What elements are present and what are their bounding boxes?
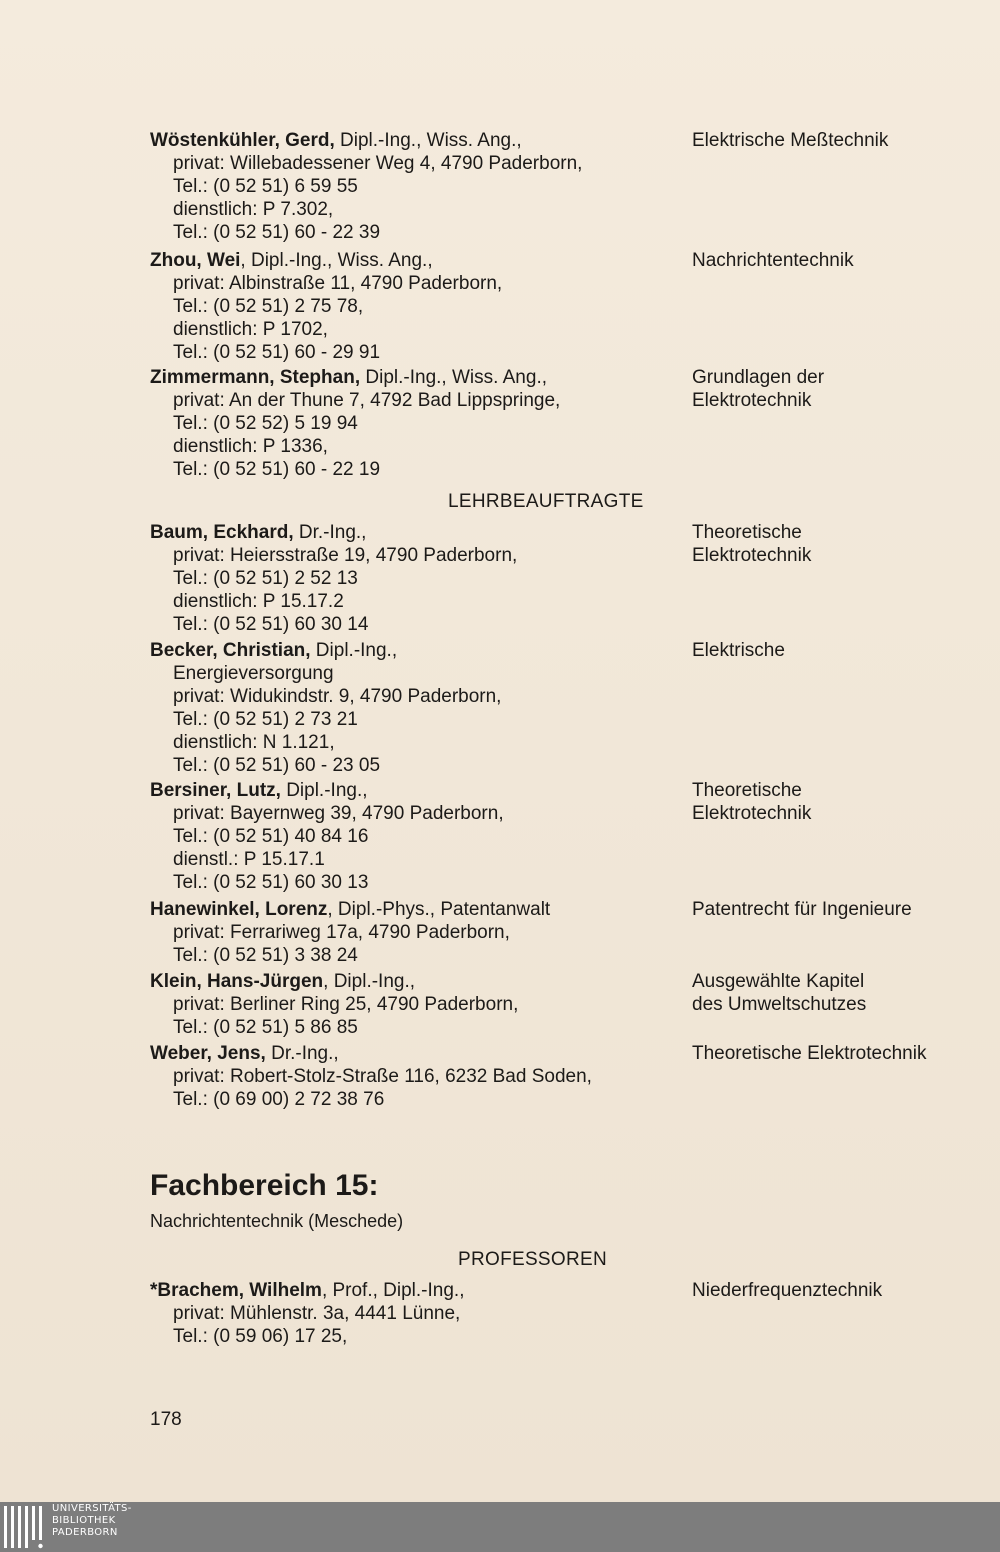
entry-heading: [150, 366, 970, 389]
library-name: [52, 1503, 132, 1539]
subject-line: Elektrotechnik: [692, 803, 812, 824]
entry-subject: [692, 970, 866, 1016]
entry-name: Hanewinkel, Lorenz: [150, 899, 328, 920]
subject-line: Niederfrequenztechnik: [692, 1280, 883, 1301]
entry-subject: [692, 1042, 926, 1065]
subject-line: Patentrecht für Ingenieure: [692, 899, 912, 920]
entry-name: Wöstenkühler, Gerd,: [150, 130, 335, 151]
library-name-line: PADERBORN: [52, 1527, 118, 1538]
library-logo-icon: [2, 1504, 46, 1550]
entry-subject: [692, 898, 912, 921]
staff-entry: [150, 1279, 970, 1348]
entry-line: dienstlich: P 1702,: [173, 319, 328, 340]
entry-line: Tel.: (0 52 51) 60 30 13: [173, 872, 369, 893]
entry-line: privat: Bayernweg 39, 4790 Paderborn,: [173, 803, 504, 824]
entry-line: Tel.: (0 52 51) 6 59 55: [173, 176, 358, 197]
entry-line: Energieversorgung: [173, 663, 334, 684]
entry-line: dienstlich: P 1336,: [173, 436, 328, 457]
entry-line: Tel.: (0 69 00) 2 72 38 76: [173, 1089, 385, 1110]
subject-line: Grundlagen der: [692, 367, 825, 388]
entry-line: Tel.: (0 52 51) 2 75 78,: [173, 296, 364, 317]
entry-line: privat: Mühlenstr. 3a, 4441 Lünne,: [173, 1303, 461, 1324]
entry-line: Tel.: (0 52 51) 60 - 22 39: [173, 222, 381, 243]
entry-subject: [692, 249, 854, 272]
subject-line: Elektrotechnik: [692, 390, 812, 411]
entry-line: dienstlich: N 1.121,: [173, 732, 335, 753]
entry-line: dienstl.: P 15.17.1: [173, 849, 325, 870]
library-name-line: BIBLIOTHEK: [52, 1515, 116, 1526]
entry-line: privat: Ferrariweg 17a, 4790 Paderborn,: [173, 922, 510, 943]
entry-title: , Dipl.-Ing., Wiss. Ang.,: [240, 250, 433, 271]
entry-subject: [692, 779, 811, 825]
entry-line: privat: Robert-Stolz-Straße 116, 6232 Bad Soden,: [173, 1066, 592, 1087]
staff-entry: [150, 249, 970, 364]
library-name-line: UNIVERSITÄTS-: [52, 1503, 132, 1514]
entry-name: Becker, Christian,: [150, 640, 311, 661]
page-number: 178: [150, 1409, 182, 1430]
entry-line: Tel.: (0 52 51) 60 - 23 05: [173, 755, 381, 776]
entry-name: Zimmermann, Stephan,: [150, 367, 361, 388]
section-heading-lehrbeauftragte: LEHRBEAUFTRAGTE: [448, 491, 644, 512]
subject-line: Elektrotechnik: [692, 545, 812, 566]
entry-line: privat: Albinstraße 11, 4790 Paderborn,: [173, 273, 503, 294]
entry-subject: [692, 521, 811, 567]
entry-line: Tel.: (0 52 51) 60 30 14: [173, 614, 369, 635]
entry-title: Dipl.-Ing., Wiss. Ang.,: [360, 367, 548, 388]
entry-subject: [692, 366, 824, 412]
staff-entry: [150, 129, 970, 244]
subject-line: Nachrichtentechnik: [692, 250, 854, 271]
entry-line: Tel.: (0 52 51) 40 84 16: [173, 826, 369, 847]
subject-line: des Umweltschutzes: [692, 994, 867, 1015]
subject-line: Theoretische: [692, 522, 802, 543]
subject-line: Elektrische: [692, 640, 785, 661]
entry-name: Klein, Hans-Jürgen: [150, 971, 324, 992]
entry-heading: [150, 639, 970, 662]
entry-line: privat: Berliner Ring 25, 4790 Paderborn,: [173, 994, 519, 1015]
entry-name: Zhou, Wei: [150, 250, 241, 271]
entry-name: Bersiner, Lutz,: [150, 780, 281, 801]
entry-line: Tel.: (0 52 51) 2 73 21: [173, 709, 358, 730]
entry-name: *Brachem, Wilhelm: [150, 1280, 322, 1301]
staff-entry: [150, 639, 970, 777]
staff-entry: [150, 970, 970, 1039]
entry-line: dienstlich: P 15.17.2: [173, 591, 344, 612]
entry-line: Tel.: (0 52 51) 60 - 29 91: [173, 342, 381, 363]
staff-entry: [150, 1042, 970, 1111]
entry-title: , Dipl.-Ing.,: [323, 971, 416, 992]
subject-line: Theoretische: [692, 780, 802, 801]
section-heading-professoren: PROFESSOREN: [458, 1249, 607, 1270]
entry-name: Weber, Jens,: [150, 1043, 266, 1064]
entry-subject: [692, 129, 888, 152]
entry-line: dienstlich: P 7.302,: [173, 199, 334, 220]
entry-line: privat: Heiersstraße 19, 4790 Paderborn,: [173, 545, 518, 566]
subject-line: Elektrische Meßtechnik: [692, 130, 889, 151]
staff-entry: [150, 898, 970, 967]
entry-heading: [150, 779, 970, 802]
entry-line: privat: Willebadessener Weg 4, 4790 Paderborn,: [173, 153, 583, 174]
entry-name: Baum, Eckhard,: [150, 522, 294, 543]
entry-title: Dipl.-Ing.,: [280, 780, 368, 801]
entry-line: Tel.: (0 52 51) 5 86 85: [173, 1017, 358, 1038]
entry-subject: [692, 1279, 882, 1302]
entry-title: Dr.-Ing.,: [265, 1043, 339, 1064]
subject-line: Theoretische Elektrotechnik: [692, 1043, 927, 1064]
entry-line: Tel.: (0 52 51) 3 38 24: [173, 945, 358, 966]
entry-line: Tel.: (0 52 52) 5 19 94: [173, 413, 358, 434]
library-footer: [0, 1502, 1000, 1552]
entry-subject: [692, 639, 785, 662]
entry-line: privat: An der Thune 7, 4792 Bad Lippspringe,: [173, 390, 561, 411]
fachbereich-title: Fachbereich 15:: [150, 1169, 379, 1202]
entry-title: Dipl.-Ing., Wiss. Ang.,: [334, 130, 522, 151]
subject-line: Ausgewählte Kapitel: [692, 971, 865, 992]
staff-entry: [150, 521, 970, 636]
entry-line: Tel.: (0 59 06) 17 25,: [173, 1326, 348, 1347]
entry-line: Tel.: (0 52 51) 60 - 22 19: [173, 459, 381, 480]
entry-title: , Prof., Dipl.-Ing.,: [321, 1280, 465, 1301]
entry-title: Dr.-Ing.,: [293, 522, 367, 543]
entry-heading: [150, 521, 970, 544]
entry-line: Tel.: (0 52 51) 2 52 13: [173, 568, 358, 589]
entry-title: , Dipl.-Phys., Patentanwalt: [327, 899, 551, 920]
entry-title: Dipl.-Ing.,: [310, 640, 398, 661]
staff-entry: [150, 366, 970, 481]
entry-line: privat: Widukindstr. 9, 4790 Paderborn,: [173, 686, 502, 707]
staff-entry: [150, 779, 970, 894]
fachbereich-subtitle: Nachrichtentechnik (Meschede): [150, 1211, 404, 1231]
